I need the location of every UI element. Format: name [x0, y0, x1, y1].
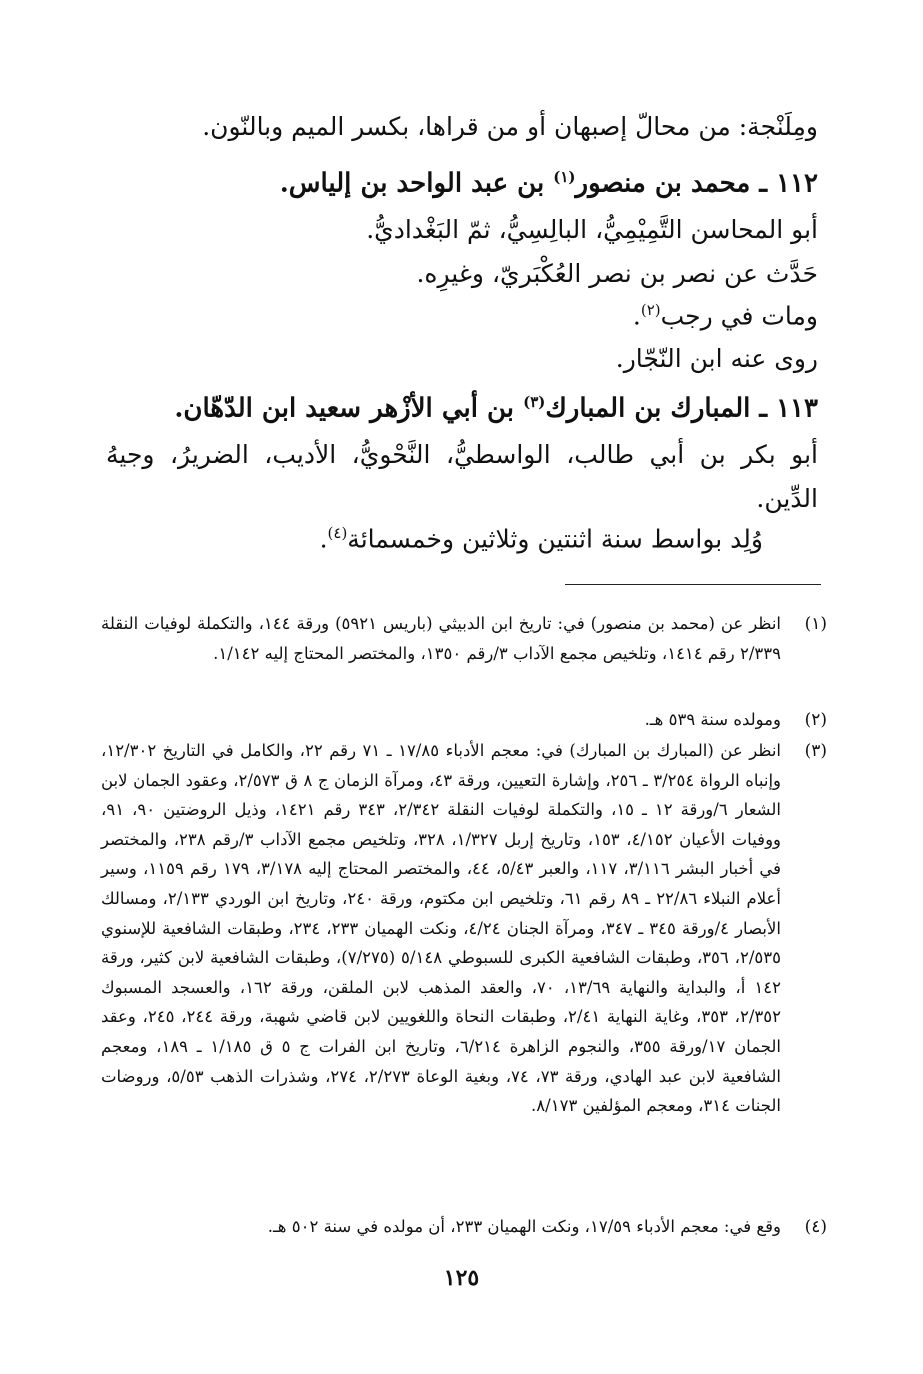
footnote-1-number: (١) — [804, 614, 827, 634]
text-line-4-content: حَدَّث عن نصر بن نصر العُكْبَريّ، وغيرِه. — [416, 259, 818, 288]
footnote-2-number: (٢) — [804, 710, 827, 730]
text-line-6-content: روى عنه ابن النّجّار. — [615, 344, 818, 373]
footnote-4-text: وقع في: معجم الأدباء ١٧/٥٩، ونكت الهميان ٢٣٣، أن مولده في سنة ٥٠٢ هـ. — [267, 1217, 781, 1236]
footnote-2-text: ومولده سنة ٥٣٩ هـ. — [644, 710, 781, 729]
footnote-separator — [565, 584, 821, 585]
text-line-9 — [756, 484, 818, 513]
entry-112-heading — [280, 168, 818, 199]
text-line-5 — [633, 301, 818, 330]
page-number: ١٢٥ — [443, 1265, 480, 1291]
entry-113-title: ١١٣ ـ المبارك بن المبارك — [545, 393, 818, 424]
footnote-1-text: انظر عن (محمد بن منصور) في: تاريخ ابن الدبيثي (باريس ٥٩٢١) ورقة ١٤٤، والتكملة لوفيات النقلة ٢/٣٣٩ رقم ١٤١٤، وتلخيص مجمع الآداب ٣/رقم ١٣٥٠، والمختصر المحتاج إليه ١/١٤٢. — [101, 614, 782, 663]
text-line-10-end: . — [319, 524, 328, 554]
entry-113-heading — [174, 393, 818, 424]
footnote-ref-2[interactable]: (٢) — [640, 301, 661, 319]
text-line-9-content: الدِّين. — [756, 484, 818, 513]
text-line-8-content: أبو بكر بن أبي طالب، الواسطيُّ، النَّحْويُّ، الأديب، الضريرُ، وجيهُ — [106, 440, 818, 469]
entry-112-title: ١١٢ ـ محمد بن منصور — [575, 168, 818, 199]
footnote-ref-3[interactable]: (٣) — [523, 393, 546, 411]
footnote-3-number: (٣) — [804, 741, 827, 761]
text-line-6 — [616, 344, 818, 373]
text-line-5-content: ومات في رجب — [660, 301, 818, 331]
text-line-5-end: . — [632, 301, 641, 331]
entry-112-title-rest: بن عبد الواحد بن إلياس. — [279, 168, 554, 199]
text-line-10 — [320, 524, 763, 553]
footnote-3-text: انظر عن (المبارك بن المبارك) في: معجم الأدباء ١٧/٨٥ ـ ٧١ رقم ٢٢، والكامل في التاريخ ١٢/٣٠٢، وإنباه الرواة ٣/٢٥٤ ـ ٢٥٦، وإشارة التعيين، ورقة ٤٣، ومرآة الزمان ج ٨ ق ٢/٥٧٣، وعقود الجمان لابن الشعار ٦/ورقة ١٢ ـ ١٥، والتكملة لوفيات النقلة ٢/٣٤٢، ٣٤٣ رقم ١٤٢١، وذيل الروضتين ٩٠، ٩١، ووفيات الأعيان ٤/١٥٢، ١٥٣، وتاريخ إربل ١/٣٢٧، ٣٢٨، وتلخيص مجمع الآداب ٣/رقم ٢٣٨، والمختصر في أخبار البشر ٣/١١٦، ١١٧، والعبر ٥/٤٣، ٤٤، والمختصر المحتاج إليه ٣/١٧٨، ١٧٩ رقم ١١٥٩، وسير أعلام النبلاء ٢٢/٨٦ ـ ٨٩ رقم ٦١، وتلخيص ابن مكتوم، ورقة ٢٤٠، وتاريخ ابن الوردي ٢/١٣٣، ومسالك الأبصار ٤/ورقة ٣٤٥ ـ ٣٤٧، ومرآة الجنان ٤/٢٤، ونكت الهميان ٢٣٣، ٢٣٤، وطبقات الشافعية للإسنوي ٢/٥٣٥، ٣٥٦، وطبقات الشافعية الكبرى للسبوطي ٥/١٤٨ (٧/٢٧٥)، وطبقات الشافعية لابن كثير، ورقة ١٤٢ أ، والبداية والنهاية ١٣/٦٩، ٧٠، والعقد المذهب لابن الملقن، ورقة ١٦٢، والعسجد المسبوك ٢/٣٥٢، ٣٥٣، وغاية النهاية ٢/٤١، وطبقات النحاة واللغويين لابن قاضي شهبة، ورقة ٢٤٤، ٢٤٥، وعقد الجمان ١٧/ورقة ٣٥٥، والنجوم الزاهرة ٦/٢١٤، وتاريخ ابن الفرات ج ٥ ق ١/١٨٥ ـ ١٨٩، ومعجم الشافعية لابن عبد الهادي، ورقة ٧٣، ٧٤، وبغية الوعاة ٢/٢٧٣، ٢٧٤، وشذرات الذهب ٥/٥٣، وروضات الجنات ٣١٤، ومعجم المؤلفين ٨/١٧٣. — [101, 741, 782, 1116]
text-line-8 — [106, 440, 818, 469]
text-line-3 — [366, 215, 818, 244]
footnote-4-number: (٤) — [804, 1217, 827, 1237]
text-line-4 — [416, 259, 818, 288]
entry-113-title-rest: بن أبي الأزْهر سعيد ابن الدّهّان. — [174, 393, 524, 424]
text-line-3-content: أبو المحاسن التَّمِيْمِيُّ، البالِسِيُّ، ثمّ البَغْداديُّ. — [366, 215, 818, 244]
text-line-1 — [202, 112, 818, 141]
footnote-ref-4[interactable]: (٤) — [327, 524, 348, 542]
text-line-10-content: وُلِد بواسط سنة اثنتين وثلاثين وخمسمائة — [347, 524, 763, 554]
footnote-ref-1[interactable]: (١) — [553, 168, 576, 186]
text-line-1-content: ومِلَنْجة: من محالّ إصبهان أو من قراها، بكسر الميم وبالنّون. — [202, 112, 818, 141]
